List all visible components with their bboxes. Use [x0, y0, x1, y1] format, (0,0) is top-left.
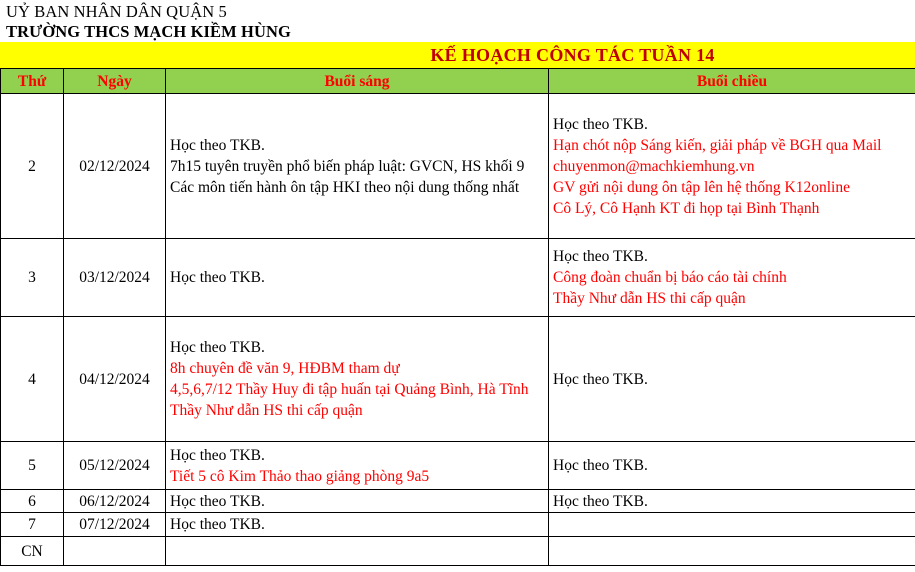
- cell-weekday: 5: [1, 442, 64, 490]
- entry-line: Học theo TKB.: [553, 457, 648, 474]
- cell-date: 04/12/2024: [64, 317, 166, 442]
- entry-line: Học theo TKB.: [170, 446, 265, 464]
- table-row: [1, 537, 915, 566]
- cell-date: [64, 537, 166, 566]
- cell-weekday: 2: [1, 94, 64, 239]
- entry-line: Học theo TKB.: [170, 516, 265, 533]
- cell-morning: [166, 94, 549, 239]
- entry-line: Học theo TKB.: [170, 269, 265, 286]
- title-banner: [0, 42, 915, 68]
- column-header-ngay: Ngày: [64, 69, 166, 94]
- letterhead: [0, 0, 915, 42]
- cell-morning: [166, 442, 549, 490]
- cell-morning: [166, 490, 549, 513]
- cell-date: 03/12/2024: [64, 239, 166, 317]
- cell-afternoon: [549, 94, 915, 239]
- cell-weekday: 6: [1, 490, 64, 513]
- entry-line: Các môn tiến hành ôn tập HKI theo nội dung thống nhất: [170, 178, 520, 196]
- cell-weekday: CN: [1, 537, 64, 566]
- org-authority-line: UỶ BAN NHÂN DÂN QUẬN 5: [6, 2, 227, 21]
- cell-weekday: 7: [1, 513, 64, 537]
- entry-line: Hạn chót nộp Sáng kiến, giải pháp về BGH qua Mail chuyenmon@machkiemhung.vn: [553, 136, 882, 175]
- entry-line: Học theo TKB.: [170, 492, 265, 510]
- cell-morning: [166, 537, 549, 566]
- table-header-row: [1, 69, 915, 94]
- entry-line: Công đoàn chuẩn bị báo cáo tài chính: [553, 269, 787, 286]
- table-row: [1, 490, 915, 513]
- cell-date: 06/12/2024: [64, 490, 166, 513]
- cell-afternoon: [549, 317, 915, 442]
- entry-line: Thầy Như dẫn HS thi cấp quận: [553, 290, 746, 307]
- entry-line: 8h chuyên đề văn 9, HĐBM tham dự: [170, 360, 400, 377]
- weekly-schedule-table: [0, 68, 915, 566]
- cell-date: 07/12/2024: [64, 513, 166, 537]
- cell-afternoon: [549, 239, 915, 317]
- page-title: KẾ HOẠCH CÔNG TÁC TUẦN 14: [430, 45, 715, 65]
- cell-date: 02/12/2024: [64, 94, 166, 239]
- school-name-line: TRƯỜNG THCS MẠCH KIỀM HÙNG: [6, 22, 291, 41]
- table-row: [1, 239, 915, 317]
- entry-line: Tiết 5 cô Kim Thảo thao giảng phòng 9a5: [170, 467, 430, 485]
- entry-line: Học theo TKB.: [553, 370, 648, 388]
- cell-afternoon: [549, 513, 915, 537]
- table-row: [1, 442, 915, 490]
- table-row: [1, 513, 915, 537]
- cell-morning: [166, 239, 549, 317]
- entry-line: 7h15 tuyên truyền phổ biến pháp luật: GVCN, HS khối 9: [170, 157, 525, 175]
- cell-afternoon: [549, 490, 915, 513]
- cell-afternoon: [549, 442, 915, 490]
- table-row: [1, 94, 915, 239]
- entry-line: Học theo TKB.: [553, 492, 648, 510]
- column-header-thu: Thứ: [1, 69, 64, 94]
- entry-line: Cô Lý, Cô Hạnh KT đi họp tại Bình Thạnh: [553, 199, 820, 217]
- entry-line: Thầy Như dẫn HS thi cấp quận: [170, 402, 363, 419]
- table-row: [1, 317, 915, 442]
- entry-line: Học theo TKB.: [553, 115, 648, 133]
- entry-line: 4,5,6,7/12 Thầy Huy đi tập huấn tại Quảng Bình, Hà Tĩnh: [170, 381, 529, 398]
- cell-morning: [166, 513, 549, 537]
- column-header-chieu: Buổi chiều: [549, 69, 915, 94]
- entry-line: Học theo TKB.: [170, 136, 265, 154]
- cell-weekday: 3: [1, 239, 64, 317]
- cell-weekday: 4: [1, 317, 64, 442]
- cell-afternoon: [549, 537, 915, 566]
- cell-date: 05/12/2024: [64, 442, 166, 490]
- entry-line: Học theo TKB.: [553, 248, 648, 265]
- entry-line: GV gửi nội dung ôn tập lên hệ thống K12online: [553, 178, 850, 196]
- table-header: [1, 69, 915, 94]
- entry-line: Học theo TKB.: [170, 339, 265, 356]
- cell-morning: [166, 317, 549, 442]
- column-header-sang: Buổi sáng: [166, 69, 549, 94]
- table-body: [1, 94, 915, 566]
